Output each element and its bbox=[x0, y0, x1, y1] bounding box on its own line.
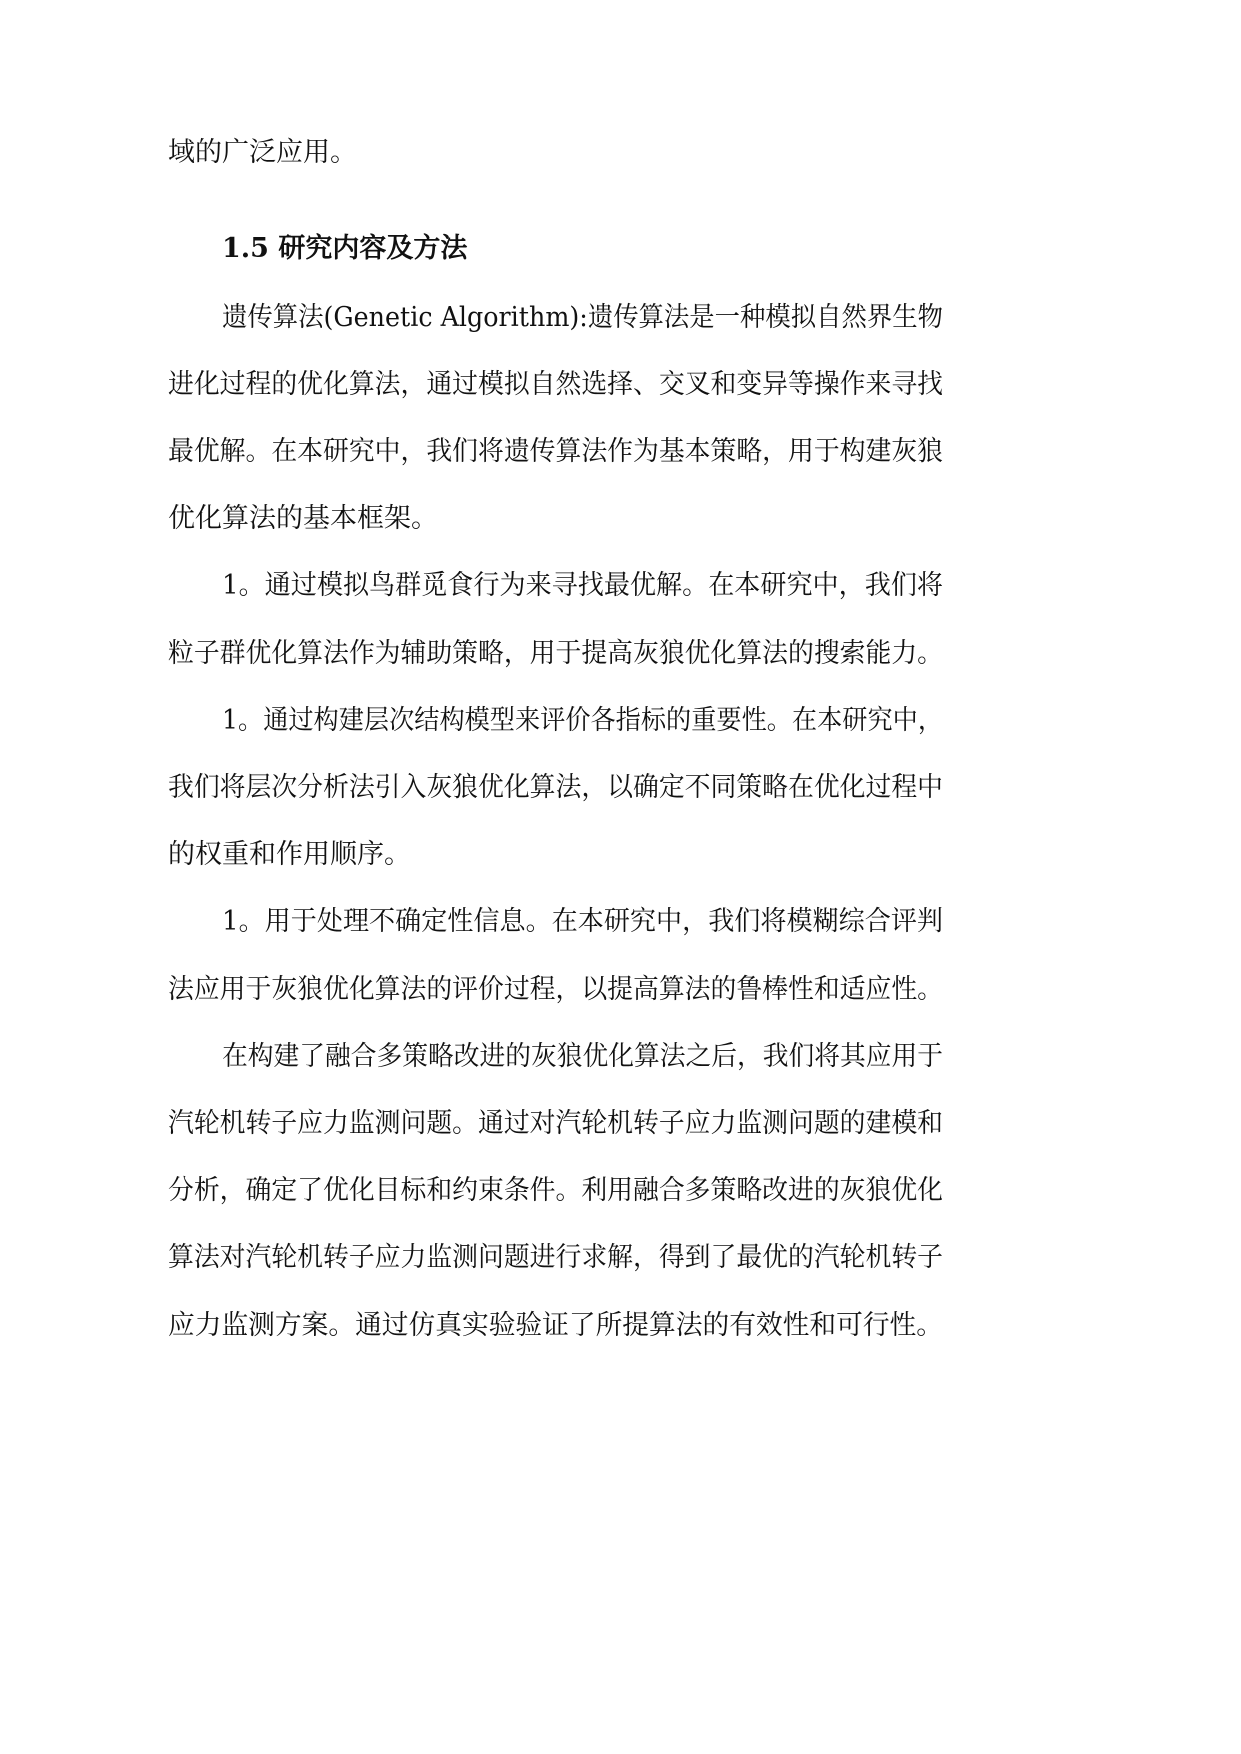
paragraph-line-text: 在构建了融合多策略改进的灰狼优化算法之后，我们将其应用于 bbox=[222, 1041, 943, 1072]
paragraph-line-text: 汽轮机转子应力监测问题。通过对汽轮机转子应力监测问题的建模和 bbox=[168, 1108, 943, 1139]
paragraph-line-text: 1。通过构建层次结构模型来评价各指标的重要性。在本研究中， bbox=[222, 705, 943, 736]
section-heading-text: 1.5 研究内容及方法 bbox=[222, 233, 468, 264]
paragraph-line-text: 遗传算法(Genetic Algorithm):遗传算法是一种模拟自然界生物 bbox=[222, 302, 943, 333]
paragraph-line-text: 优化算法的基本框架。 bbox=[168, 503, 438, 534]
paragraph-line-text: 粒子群优化算法作为辅助策略，用于提高灰狼优化算法的搜索能力。 bbox=[168, 638, 943, 669]
paragraph-line-text: 法应用于灰狼优化算法的评价过程，以提高算法的鲁棒性和适应性。 bbox=[168, 974, 943, 1005]
paragraph-line-text: 分析，确定了优化目标和约束条件。利用融合多策略改进的灰狼优化 bbox=[168, 1175, 943, 1206]
paragraph-line-text: 应力监测方案。通过仿真实验验证了所提算法的有效性和可行性。 bbox=[168, 1310, 943, 1341]
paragraph-line-text: 1。用于处理不确定性信息。在本研究中，我们将模糊综合评判 bbox=[222, 906, 943, 937]
paragraph-line-text: 最优解。在本研究中，我们将遗传算法作为基本策略，用于构建灰狼 bbox=[168, 436, 943, 467]
paragraph-line-text: 算法对汽轮机转子应力监测问题进行求解，得到了最优的汽轮机转子 bbox=[168, 1242, 943, 1273]
paragraph-line-text: 的权重和作用顺序。 bbox=[168, 839, 411, 870]
paragraph-line-text: 进化过程的优化算法，通过模拟自然选择、交叉和变异等操作来寻找 bbox=[168, 369, 943, 400]
continuation-text: 域的广泛应用。 bbox=[168, 137, 357, 168]
paragraph-line-text: 我们将层次分析法引入灰狼优化算法，以确定不同策略在优化过程中 bbox=[168, 772, 943, 803]
paragraph-line-text: 1。通过模拟鸟群觅食行为来寻找最优解。在本研究中，我们将 bbox=[222, 570, 943, 601]
